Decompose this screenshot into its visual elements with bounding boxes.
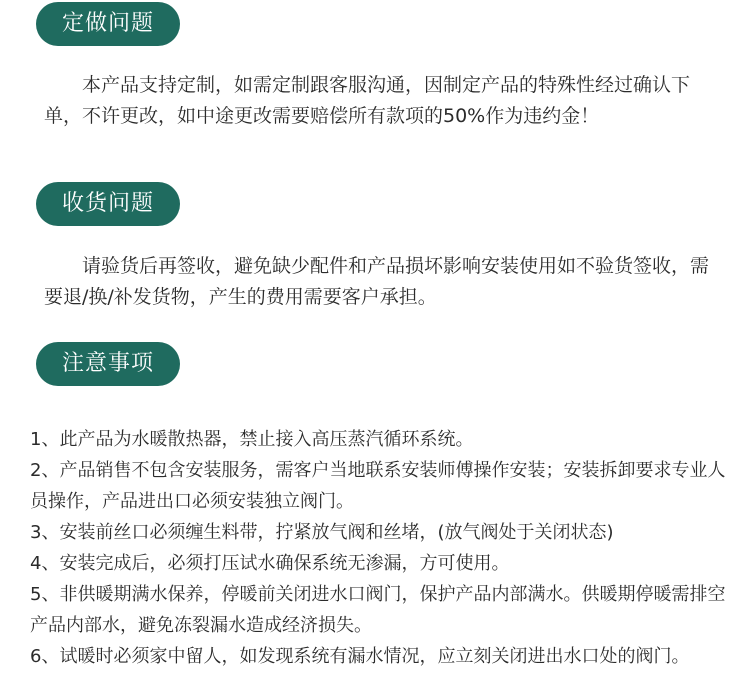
note-item: 6、试暖时必须家中留人，如发现系统有漏水情况，应立刻关闭进出水口处的阀门。: [30, 646, 690, 667]
notes-list: [30, 424, 735, 672]
note-item: 3、安装前丝口必须缠生料带，拧紧放气阀和丝堵，(放气阀处于关闭状态): [30, 522, 614, 543]
section-title-custom: 定做问题: [36, 2, 180, 46]
note-item: 1、此产品为水暖散热器，禁止接入高压蒸汽循环系统。: [30, 429, 474, 450]
delivery-paragraph: 请验货后再签收，避免缺少配件和产品损坏影响安装使用如不验货签收，需要退/换/补发货物，产生的费用需要客户承担。: [44, 255, 710, 308]
note-item: 2、产品销售不包含安装服务，需客户当地联系安装师傅操作安装；安装拆卸要求专业人员操作，产品进出口必须安装独立阀门。: [30, 460, 726, 512]
section-title-delivery: 收货问题: [36, 182, 180, 226]
note-item: 5、非供暖期满水保养，停暖前关闭进水口阀门，保护产品内部满水。供暖期停暖需排空产品内部水，避免冻裂漏水造成经济损失。: [30, 584, 726, 636]
note-item: 4、安装完成后，必须打压试水确保系统无渗漏，方可使用。: [30, 553, 510, 574]
custom-order-paragraph: 本产品支持定制，如需定制跟客服沟通，因制定产品的特殊性经过确认下单，不许更改，如中途更改需要赔偿所有款项的50%作为违约金！: [44, 74, 691, 127]
section-title-notes: 注意事项: [36, 342, 180, 386]
